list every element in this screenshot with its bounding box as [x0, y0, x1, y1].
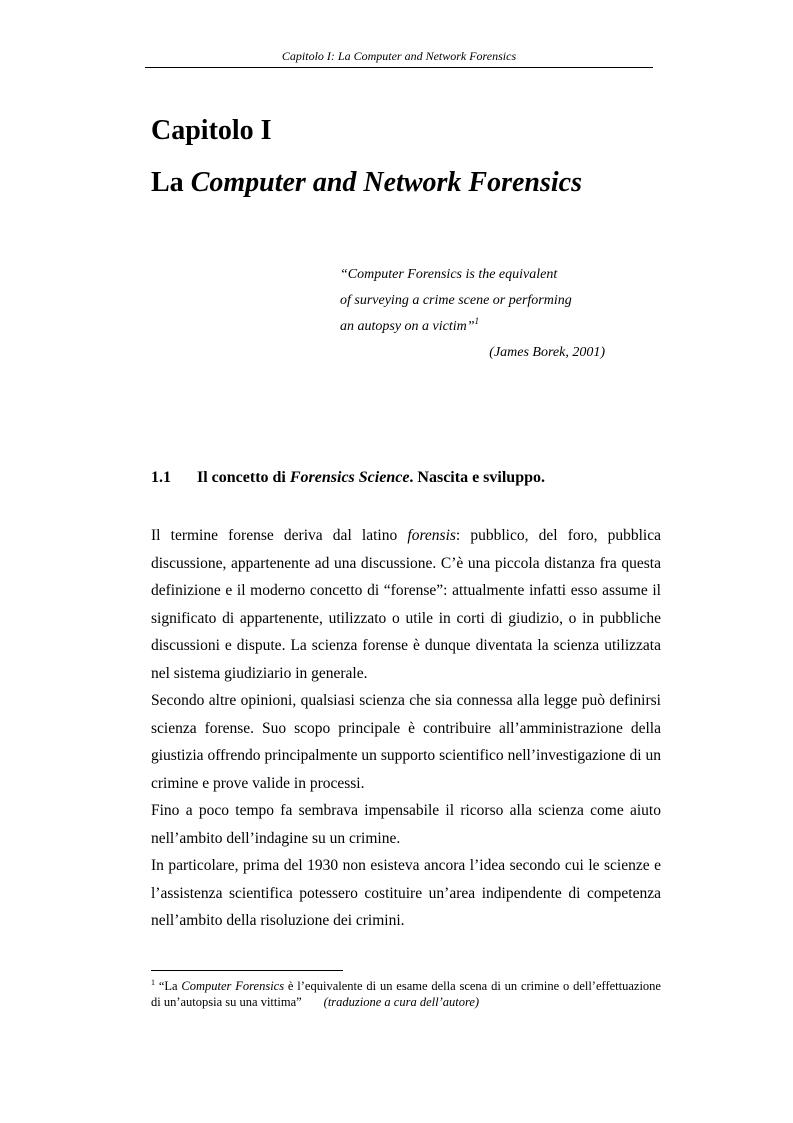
paragraph — [151, 522, 661, 687]
running-header: Capitolo I: La Computer and Network Forensics — [281, 49, 517, 63]
footnote-rule — [151, 970, 343, 971]
epigraph — [340, 262, 605, 366]
epigraph-line: of surveying a crime scene or performing — [340, 293, 572, 308]
header-rule — [145, 67, 653, 68]
epigraph-line-text: an autopsy on a victim” — [340, 319, 475, 334]
section-title-suffix: . Nascita e sviluppo. — [409, 469, 545, 486]
footnote-credit: (traduzione a cura dell’autore) — [323, 995, 480, 1009]
footnote-marker: 1 — [151, 978, 155, 987]
epigraph-line — [340, 314, 605, 340]
section-number: 1.1 — [151, 469, 171, 486]
footnote-text: è l’equivalente di un esame della scena di un crimine o dell’effettuazione di un’autopsia su una vittima” — [151, 979, 661, 1009]
section-title-prefix: Il concetto di — [197, 469, 290, 486]
epigraph-line: “Computer Forensics is the equivalent — [340, 267, 558, 282]
paragraph: Secondo altre opinioni, qualsiasi scienza che sia connessa alla legge può definirsi scienza forense. Suo scopo principale è contribuire all’amministrazione della giustizia offrendo principalmente un supporto scientifico nell’investigazione di un crimine e prove valide in processi. — [151, 692, 661, 792]
body-text — [151, 522, 661, 935]
paragraph-text: Il termine forense deriva dal latino — [151, 527, 408, 544]
epigraph-attribution: (James Borek, 2001) — [489, 345, 605, 360]
section-title-italic: Forensics Science — [289, 469, 410, 486]
section-heading — [151, 467, 545, 489]
chapter-subtitle-prefix: La — [151, 167, 191, 198]
chapter-subtitle-italic: Computer and Network Forensics — [190, 167, 582, 198]
chapter-subtitle — [151, 164, 582, 202]
paragraph: Fino a poco tempo fa sembrava impensabile il ricorso alla scienza come aiuto nell’ambito dell’indagine su un crimine. — [151, 802, 661, 847]
footnote-reference[interactable]: 1 — [474, 316, 480, 326]
footnote — [151, 978, 661, 1010]
paragraph-text: : pubblico, del foro, pubblica discussione, appartenente ad una discussione. C’è una piccola distanza fra questa definizione e il moderno concetto di “forense”: attualmente infatti esso assume il significato di appartenente, utilizzato o utile in corti di giudizio, o in pubbliche discussioni e dispute. La scienza forense è dunque diventata la scienza utilizzata nel sistema giudiziario in generale. — [151, 527, 661, 682]
paragraph: In particolare, prima del 1930 non esisteva ancora l’idea secondo cui le scienze e l’assistenza scientifica potessero costituire un’area indipendente di competenza nell’ambito della risoluzione dei crimini. — [151, 857, 661, 929]
chapter-title: Capitolo I — [151, 115, 272, 146]
footnote-text: “La — [155, 979, 182, 993]
paragraph-italic-term: forensis — [407, 527, 456, 544]
footnote-italic-term: Computer Forensics — [181, 979, 285, 993]
